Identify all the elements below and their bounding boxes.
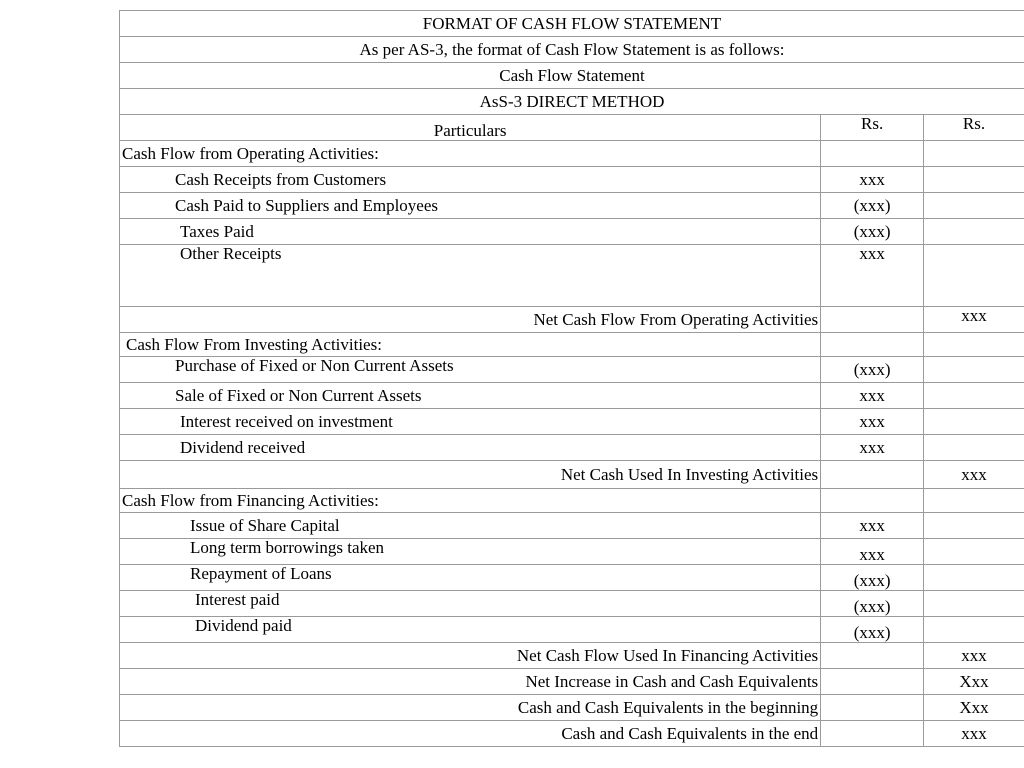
- line-item-amount: xxx: [821, 245, 924, 307]
- investing-total-amount: xxx: [924, 461, 1024, 489]
- line-item-label: Repayment of Loans: [120, 565, 821, 591]
- line-item-label: Cash Receipts from Customers: [120, 167, 821, 193]
- table-row: [120, 219, 1024, 245]
- statement-method: AsS-3 DIRECT METHOD: [120, 89, 1024, 115]
- subtitle-row: [120, 63, 1024, 89]
- statement-intro: As per AS-3, the format of Cash Flow Statement is as follows:: [120, 37, 1024, 63]
- table-row: [120, 357, 1024, 383]
- section-heading-row: [120, 333, 1024, 357]
- line-item-label: Long term borrowings taken: [120, 539, 821, 565]
- line-item-amount: (xxx): [821, 219, 924, 245]
- line-item-label: Purchase of Fixed or Non Current Assets: [120, 357, 821, 383]
- table-row: [120, 565, 1024, 591]
- column-header-particulars: Particulars: [120, 115, 821, 141]
- line-item-label: Sale of Fixed or Non Current Assets: [120, 383, 821, 409]
- table-row: [120, 193, 1024, 219]
- cash-flow-statement-table: [119, 10, 1024, 747]
- summary-label: Cash and Cash Equivalents in the end: [120, 721, 821, 747]
- operating-heading: Cash Flow from Operating Activities:: [120, 141, 821, 167]
- line-item-label: Dividend paid: [120, 617, 821, 643]
- investing-heading: Cash Flow From Investing Activities:: [120, 333, 821, 357]
- table-row: [120, 539, 1024, 565]
- line-item-amount: xxx: [821, 167, 924, 193]
- line-item-amount: (xxx): [821, 565, 924, 591]
- line-item-amount: (xxx): [821, 357, 924, 383]
- table-row: [120, 167, 1024, 193]
- line-item-amount: xxx: [821, 435, 924, 461]
- table-row: [120, 245, 1024, 307]
- summary-row: [120, 721, 1024, 747]
- total-row: [120, 461, 1024, 489]
- column-header-row: [120, 115, 1024, 141]
- total-row: [120, 307, 1024, 333]
- total-row: [120, 643, 1024, 669]
- summary-amount: Xxx: [924, 695, 1024, 721]
- financing-total-label: Net Cash Flow Used In Financing Activities: [120, 643, 821, 669]
- section-heading-row: [120, 141, 1024, 167]
- operating-total-amount: xxx: [924, 307, 1024, 333]
- line-item-amount: (xxx): [821, 617, 924, 643]
- summary-amount: xxx: [924, 721, 1024, 747]
- table-row: [120, 383, 1024, 409]
- line-item-amount: xxx: [821, 513, 924, 539]
- summary-row: [120, 669, 1024, 695]
- line-item-label: Cash Paid to Suppliers and Employees: [120, 193, 821, 219]
- intro-row: [120, 37, 1024, 63]
- column-header-rs-1: Rs.: [821, 115, 924, 141]
- line-item-label: Issue of Share Capital: [120, 513, 821, 539]
- line-item-label: Interest paid: [120, 591, 821, 617]
- investing-total-label: Net Cash Used In Investing Activities: [120, 461, 821, 489]
- financing-heading: Cash Flow from Financing Activities:: [120, 489, 821, 513]
- method-row: [120, 89, 1024, 115]
- table-row: [120, 409, 1024, 435]
- table-row: [120, 513, 1024, 539]
- column-header-rs-2: Rs.: [924, 115, 1024, 141]
- summary-label: Net Increase in Cash and Cash Equivalents: [120, 669, 821, 695]
- line-item-amount: (xxx): [821, 193, 924, 219]
- table-row: [120, 617, 1024, 643]
- financing-total-amount: xxx: [924, 643, 1024, 669]
- summary-label: Cash and Cash Equivalents in the beginning: [120, 695, 821, 721]
- statement-title: FORMAT OF CASH FLOW STATEMENT: [120, 11, 1024, 37]
- summary-amount: Xxx: [924, 669, 1024, 695]
- title-row: [120, 11, 1024, 37]
- line-item-amount: xxx: [821, 383, 924, 409]
- table-row: [120, 435, 1024, 461]
- table-row: [120, 591, 1024, 617]
- line-item-label: Dividend received: [120, 435, 821, 461]
- line-item-amount: xxx: [821, 539, 924, 565]
- line-item-amount: xxx: [821, 409, 924, 435]
- statement-subtitle: Cash Flow Statement: [120, 63, 1024, 89]
- line-item-label: Taxes Paid: [120, 219, 821, 245]
- line-item-amount: (xxx): [821, 591, 924, 617]
- line-item-label: Interest received on investment: [120, 409, 821, 435]
- operating-total-label: Net Cash Flow From Operating Activities: [120, 307, 821, 333]
- summary-row: [120, 695, 1024, 721]
- section-heading-row: [120, 489, 1024, 513]
- line-item-label: Other Receipts: [120, 245, 821, 307]
